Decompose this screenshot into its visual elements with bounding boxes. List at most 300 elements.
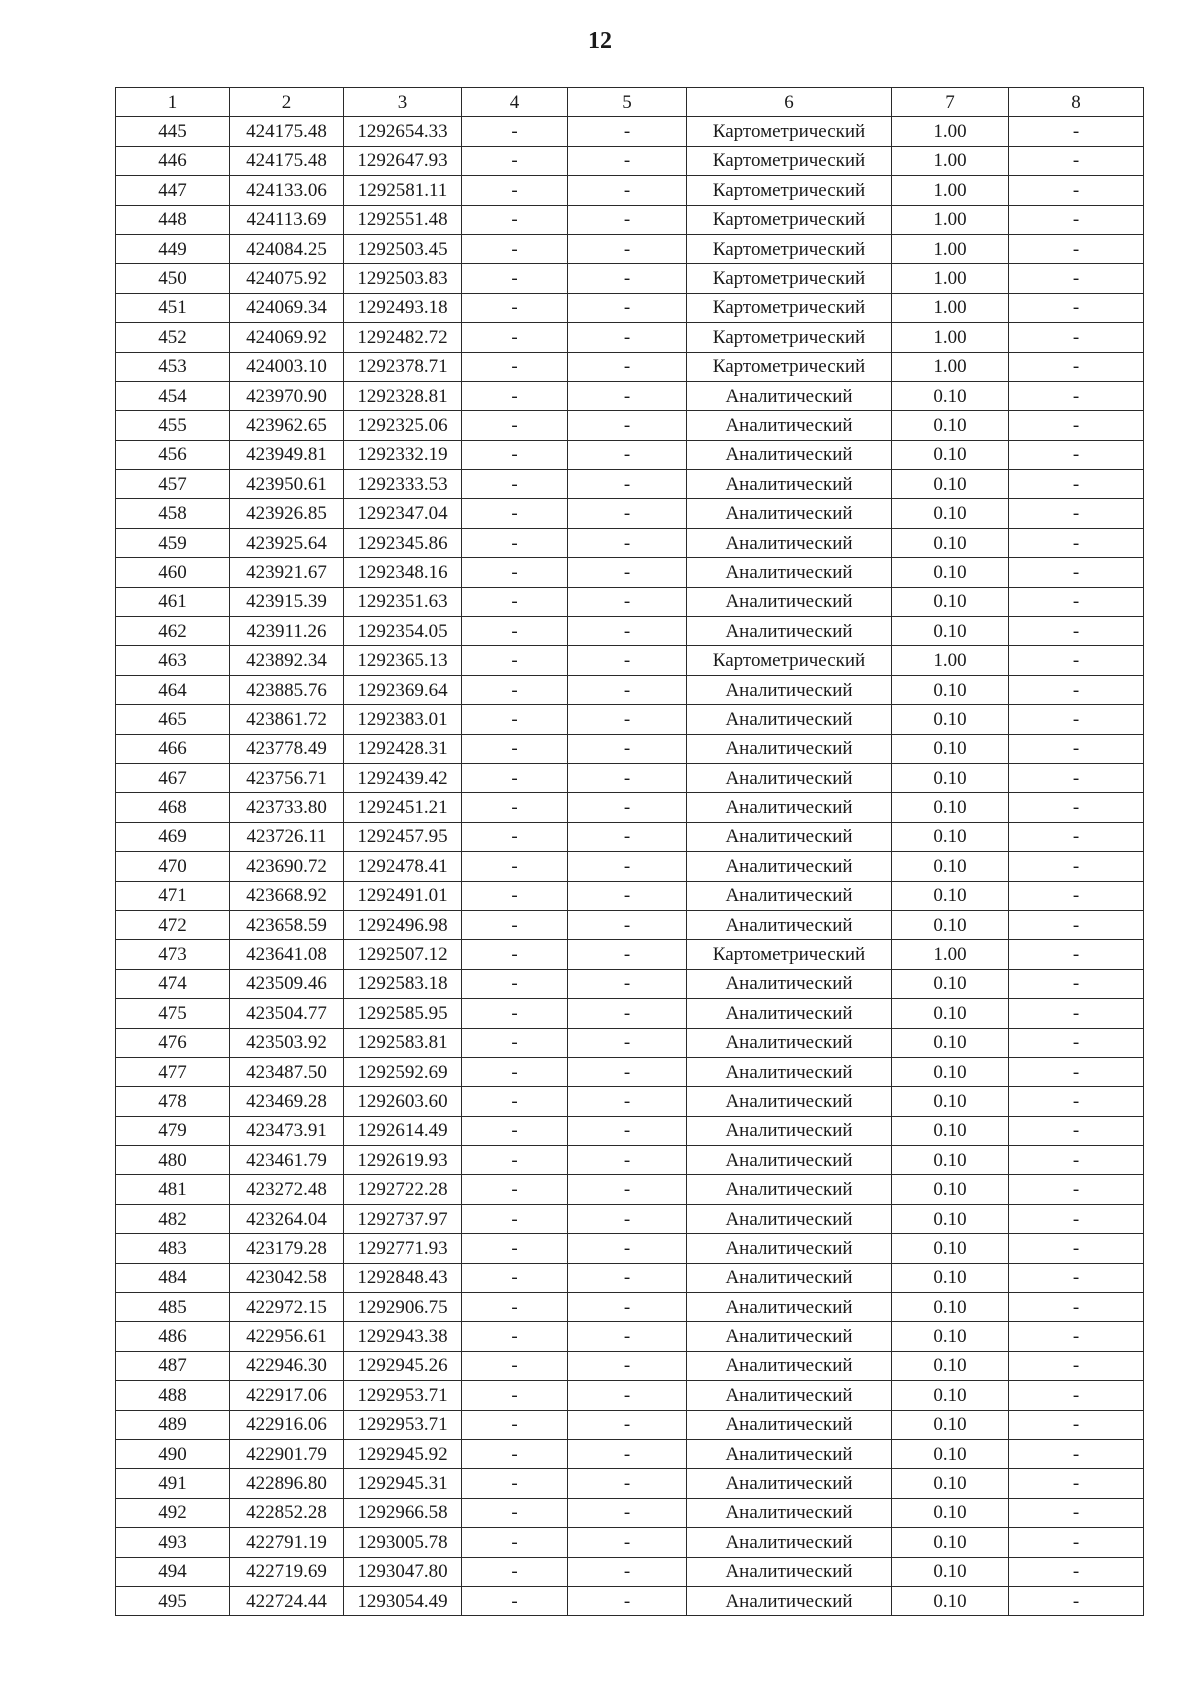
- cell-column-4: -: [462, 587, 568, 616]
- cell-accuracy: 0.10: [892, 1557, 1009, 1586]
- cell-accuracy: 1.00: [892, 205, 1009, 234]
- cell-point-number: 451: [116, 293, 230, 322]
- cell-method: Аналитический: [687, 1322, 892, 1351]
- cell-y-coordinate: 1292583.18: [344, 969, 462, 998]
- cell-column-5: -: [568, 1057, 687, 1086]
- table-row: [116, 293, 1144, 322]
- cell-accuracy: 0.10: [892, 969, 1009, 998]
- cell-y-coordinate: 1292348.16: [344, 558, 462, 587]
- cell-point-number: 457: [116, 470, 230, 499]
- cell-x-coordinate: 423861.72: [230, 705, 344, 734]
- cell-point-number: 475: [116, 999, 230, 1028]
- cell-x-coordinate: 423949.81: [230, 440, 344, 469]
- cell-column-8: -: [1009, 587, 1144, 616]
- cell-column-5: -: [568, 1234, 687, 1263]
- cell-column-8: -: [1009, 440, 1144, 469]
- cell-accuracy: 1.00: [892, 234, 1009, 263]
- cell-column-8: -: [1009, 470, 1144, 499]
- cell-point-number: 458: [116, 499, 230, 528]
- cell-column-8: -: [1009, 675, 1144, 704]
- cell-accuracy: 0.10: [892, 881, 1009, 910]
- cell-accuracy: 0.10: [892, 734, 1009, 763]
- cell-column-5: -: [568, 234, 687, 263]
- cell-accuracy: 0.10: [892, 1322, 1009, 1351]
- cell-point-number: 447: [116, 176, 230, 205]
- table-row: [116, 1234, 1144, 1263]
- cell-column-4: -: [462, 117, 568, 146]
- cell-column-4: -: [462, 999, 568, 1028]
- column-header: 3: [344, 88, 462, 117]
- cell-accuracy: 0.10: [892, 705, 1009, 734]
- cell-method: Аналитический: [687, 1469, 892, 1498]
- cell-method: Картометрический: [687, 234, 892, 263]
- cell-accuracy: 0.10: [892, 1204, 1009, 1233]
- cell-column-8: -: [1009, 1439, 1144, 1468]
- cell-point-number: 455: [116, 411, 230, 440]
- cell-accuracy: 0.10: [892, 1381, 1009, 1410]
- cell-column-8: -: [1009, 381, 1144, 410]
- cell-column-8: -: [1009, 1410, 1144, 1439]
- cell-column-5: -: [568, 940, 687, 969]
- cell-x-coordinate: 423911.26: [230, 617, 344, 646]
- cell-y-coordinate: 1292347.04: [344, 499, 462, 528]
- cell-point-number: 487: [116, 1351, 230, 1380]
- table-row: [116, 558, 1144, 587]
- cell-column-5: -: [568, 734, 687, 763]
- cell-y-coordinate: 1292583.81: [344, 1028, 462, 1057]
- cell-accuracy: 0.10: [892, 440, 1009, 469]
- cell-point-number: 483: [116, 1234, 230, 1263]
- cell-method: Картометрический: [687, 940, 892, 969]
- cell-method: Аналитический: [687, 1410, 892, 1439]
- cell-y-coordinate: 1292503.83: [344, 264, 462, 293]
- cell-x-coordinate: 424069.92: [230, 323, 344, 352]
- cell-method: Аналитический: [687, 1439, 892, 1468]
- table-row: [116, 1116, 1144, 1145]
- cell-column-5: -: [568, 705, 687, 734]
- cell-y-coordinate: 1292592.69: [344, 1057, 462, 1086]
- cell-y-coordinate: 1292848.43: [344, 1263, 462, 1292]
- cell-column-4: -: [462, 1204, 568, 1233]
- cell-x-coordinate: 423970.90: [230, 381, 344, 410]
- cell-point-number: 450: [116, 264, 230, 293]
- cell-accuracy: 0.10: [892, 1469, 1009, 1498]
- cell-y-coordinate: 1292493.18: [344, 293, 462, 322]
- cell-y-coordinate: 1292737.97: [344, 1204, 462, 1233]
- cell-column-8: -: [1009, 1057, 1144, 1086]
- cell-column-5: -: [568, 411, 687, 440]
- cell-y-coordinate: 1292369.64: [344, 675, 462, 704]
- cell-x-coordinate: 422946.30: [230, 1351, 344, 1380]
- table-row: [116, 264, 1144, 293]
- cell-column-5: -: [568, 1204, 687, 1233]
- table-row: [116, 146, 1144, 175]
- cell-column-4: -: [462, 411, 568, 440]
- cell-column-8: -: [1009, 558, 1144, 587]
- table-row: [116, 1469, 1144, 1498]
- cell-y-coordinate: 1292953.71: [344, 1381, 462, 1410]
- cell-method: Аналитический: [687, 793, 892, 822]
- cell-column-4: -: [462, 822, 568, 851]
- table-header-row: [116, 88, 1144, 117]
- cell-method: Аналитический: [687, 1116, 892, 1145]
- cell-column-8: -: [1009, 1116, 1144, 1145]
- cell-y-coordinate: 1292482.72: [344, 323, 462, 352]
- table-row: [116, 117, 1144, 146]
- cell-method: Аналитический: [687, 1263, 892, 1292]
- cell-point-number: 490: [116, 1439, 230, 1468]
- cell-column-5: -: [568, 852, 687, 881]
- cell-column-5: -: [568, 1381, 687, 1410]
- cell-column-4: -: [462, 323, 568, 352]
- cell-y-coordinate: 1292654.33: [344, 117, 462, 146]
- cell-y-coordinate: 1292943.38: [344, 1322, 462, 1351]
- cell-accuracy: 0.10: [892, 910, 1009, 939]
- cell-point-number: 460: [116, 558, 230, 587]
- cell-y-coordinate: 1292333.53: [344, 470, 462, 499]
- cell-x-coordinate: 424003.10: [230, 352, 344, 381]
- cell-x-coordinate: 423469.28: [230, 1087, 344, 1116]
- cell-x-coordinate: 423892.34: [230, 646, 344, 675]
- cell-accuracy: 0.10: [892, 763, 1009, 792]
- cell-column-5: -: [568, 1469, 687, 1498]
- cell-point-number: 446: [116, 146, 230, 175]
- cell-method: Картометрический: [687, 176, 892, 205]
- table-row: [116, 940, 1144, 969]
- coordinates-table-container: [115, 87, 1144, 1616]
- cell-column-4: -: [462, 1410, 568, 1439]
- cell-column-4: -: [462, 763, 568, 792]
- cell-y-coordinate: 1292945.31: [344, 1469, 462, 1498]
- cell-column-5: -: [568, 1146, 687, 1175]
- cell-method: Аналитический: [687, 587, 892, 616]
- cell-column-4: -: [462, 470, 568, 499]
- cell-method: Аналитический: [687, 763, 892, 792]
- table-row: [116, 411, 1144, 440]
- cell-column-5: -: [568, 381, 687, 410]
- table-row: [116, 1410, 1144, 1439]
- page-number: 12: [588, 28, 612, 54]
- table-row: [116, 1322, 1144, 1351]
- cell-column-8: -: [1009, 1146, 1144, 1175]
- cell-y-coordinate: 1292496.98: [344, 910, 462, 939]
- cell-point-number: 474: [116, 969, 230, 998]
- table-row: [116, 1351, 1144, 1380]
- cell-accuracy: 0.10: [892, 1175, 1009, 1204]
- table-row: [116, 646, 1144, 675]
- cell-column-4: -: [462, 264, 568, 293]
- cell-y-coordinate: 1292345.86: [344, 528, 462, 557]
- cell-x-coordinate: 424113.69: [230, 205, 344, 234]
- cell-x-coordinate: 422917.06: [230, 1381, 344, 1410]
- cell-column-8: -: [1009, 1351, 1144, 1380]
- cell-column-5: -: [568, 763, 687, 792]
- cell-x-coordinate: 424084.25: [230, 234, 344, 263]
- cell-accuracy: 0.10: [892, 793, 1009, 822]
- cell-method: Аналитический: [687, 499, 892, 528]
- cell-method: Аналитический: [687, 1087, 892, 1116]
- cell-accuracy: 0.10: [892, 1498, 1009, 1527]
- cell-column-5: -: [568, 1351, 687, 1380]
- cell-column-8: -: [1009, 1263, 1144, 1292]
- cell-accuracy: 0.10: [892, 617, 1009, 646]
- cell-method: Аналитический: [687, 705, 892, 734]
- cell-point-number: 449: [116, 234, 230, 263]
- cell-column-4: -: [462, 940, 568, 969]
- cell-column-5: -: [568, 822, 687, 851]
- cell-column-8: -: [1009, 1557, 1144, 1586]
- cell-method: Аналитический: [687, 1293, 892, 1322]
- cell-method: Аналитический: [687, 852, 892, 881]
- cell-y-coordinate: 1292614.49: [344, 1116, 462, 1145]
- table-row: [116, 1204, 1144, 1233]
- cell-y-coordinate: 1293005.78: [344, 1528, 462, 1557]
- cell-point-number: 468: [116, 793, 230, 822]
- cell-column-4: -: [462, 705, 568, 734]
- cell-y-coordinate: 1292503.45: [344, 234, 462, 263]
- cell-column-5: -: [568, 881, 687, 910]
- table-row: [116, 1028, 1144, 1057]
- cell-point-number: 486: [116, 1322, 230, 1351]
- cell-point-number: 464: [116, 675, 230, 704]
- cell-accuracy: 1.00: [892, 293, 1009, 322]
- cell-column-5: -: [568, 176, 687, 205]
- cell-column-8: -: [1009, 734, 1144, 763]
- cell-y-coordinate: 1292966.58: [344, 1498, 462, 1527]
- cell-column-5: -: [568, 558, 687, 587]
- table-row: [116, 1586, 1144, 1615]
- cell-column-5: -: [568, 146, 687, 175]
- cell-column-4: -: [462, 1557, 568, 1586]
- cell-y-coordinate: 1292451.21: [344, 793, 462, 822]
- cell-accuracy: 0.10: [892, 499, 1009, 528]
- cell-method: Аналитический: [687, 822, 892, 851]
- cell-y-coordinate: 1292953.71: [344, 1410, 462, 1439]
- cell-column-8: -: [1009, 1175, 1144, 1204]
- cell-column-5: -: [568, 528, 687, 557]
- cell-column-5: -: [568, 999, 687, 1028]
- cell-column-8: -: [1009, 1381, 1144, 1410]
- cell-point-number: 448: [116, 205, 230, 234]
- cell-x-coordinate: 423272.48: [230, 1175, 344, 1204]
- table-row: [116, 705, 1144, 734]
- cell-accuracy: 0.10: [892, 1116, 1009, 1145]
- cell-column-4: -: [462, 1528, 568, 1557]
- cell-point-number: 445: [116, 117, 230, 146]
- column-header: 6: [687, 88, 892, 117]
- cell-column-5: -: [568, 352, 687, 381]
- table-row: [116, 234, 1144, 263]
- cell-x-coordinate: 422916.06: [230, 1410, 344, 1439]
- cell-x-coordinate: 422896.80: [230, 1469, 344, 1498]
- table-row: [116, 323, 1144, 352]
- column-header: 8: [1009, 88, 1144, 117]
- cell-column-5: -: [568, 617, 687, 646]
- cell-column-4: -: [462, 646, 568, 675]
- cell-x-coordinate: 423733.80: [230, 793, 344, 822]
- cell-method: Аналитический: [687, 617, 892, 646]
- cell-column-4: -: [462, 205, 568, 234]
- cell-column-4: -: [462, 1498, 568, 1527]
- cell-y-coordinate: 1292551.48: [344, 205, 462, 234]
- cell-method: Картометрический: [687, 293, 892, 322]
- cell-x-coordinate: 423504.77: [230, 999, 344, 1028]
- cell-method: Аналитический: [687, 1234, 892, 1263]
- table-row: [116, 1146, 1144, 1175]
- cell-y-coordinate: 1292945.92: [344, 1439, 462, 1468]
- cell-y-coordinate: 1292581.11: [344, 176, 462, 205]
- column-header: 1: [116, 88, 230, 117]
- cell-y-coordinate: 1292428.31: [344, 734, 462, 763]
- cell-x-coordinate: 423756.71: [230, 763, 344, 792]
- cell-y-coordinate: 1293054.49: [344, 1586, 462, 1615]
- cell-column-5: -: [568, 1410, 687, 1439]
- cell-method: Картометрический: [687, 117, 892, 146]
- cell-column-5: -: [568, 264, 687, 293]
- cell-accuracy: 0.10: [892, 1439, 1009, 1468]
- cell-column-8: -: [1009, 528, 1144, 557]
- cell-accuracy: 0.10: [892, 1234, 1009, 1263]
- cell-column-8: -: [1009, 117, 1144, 146]
- cell-y-coordinate: 1292619.93: [344, 1146, 462, 1175]
- cell-x-coordinate: 422791.19: [230, 1528, 344, 1557]
- cell-point-number: 493: [116, 1528, 230, 1557]
- cell-point-number: 476: [116, 1028, 230, 1057]
- cell-method: Картометрический: [687, 646, 892, 675]
- cell-column-4: -: [462, 1116, 568, 1145]
- cell-y-coordinate: 1292325.06: [344, 411, 462, 440]
- cell-point-number: 479: [116, 1116, 230, 1145]
- cell-column-5: -: [568, 910, 687, 939]
- cell-column-4: -: [462, 1263, 568, 1292]
- cell-point-number: 452: [116, 323, 230, 352]
- cell-point-number: 472: [116, 910, 230, 939]
- cell-x-coordinate: 423042.58: [230, 1263, 344, 1292]
- cell-accuracy: 0.10: [892, 381, 1009, 410]
- cell-y-coordinate: 1292354.05: [344, 617, 462, 646]
- cell-column-8: -: [1009, 1204, 1144, 1233]
- cell-method: Аналитический: [687, 470, 892, 499]
- cell-column-5: -: [568, 1557, 687, 1586]
- cell-column-4: -: [462, 1087, 568, 1116]
- cell-x-coordinate: 423473.91: [230, 1116, 344, 1145]
- column-header: 4: [462, 88, 568, 117]
- cell-accuracy: 0.10: [892, 1351, 1009, 1380]
- table-row: [116, 1439, 1144, 1468]
- cell-accuracy: 0.10: [892, 411, 1009, 440]
- cell-column-8: -: [1009, 1498, 1144, 1527]
- cell-point-number: 481: [116, 1175, 230, 1204]
- table-row: [116, 910, 1144, 939]
- cell-y-coordinate: 1292378.71: [344, 352, 462, 381]
- cell-x-coordinate: 423179.28: [230, 1234, 344, 1263]
- cell-column-8: -: [1009, 617, 1144, 646]
- cell-column-5: -: [568, 587, 687, 616]
- cell-column-5: -: [568, 1293, 687, 1322]
- cell-x-coordinate: 423509.46: [230, 969, 344, 998]
- cell-x-coordinate: 424075.92: [230, 264, 344, 293]
- cell-point-number: 454: [116, 381, 230, 410]
- cell-x-coordinate: 423658.59: [230, 910, 344, 939]
- cell-x-coordinate: 423690.72: [230, 852, 344, 881]
- cell-point-number: 492: [116, 1498, 230, 1527]
- table-row: [116, 381, 1144, 410]
- cell-column-4: -: [462, 881, 568, 910]
- cell-column-4: -: [462, 793, 568, 822]
- cell-x-coordinate: 424069.34: [230, 293, 344, 322]
- cell-column-8: -: [1009, 352, 1144, 381]
- cell-accuracy: 1.00: [892, 146, 1009, 175]
- column-header: 7: [892, 88, 1009, 117]
- cell-column-8: -: [1009, 793, 1144, 822]
- table-row: [116, 881, 1144, 910]
- cell-method: Аналитический: [687, 1057, 892, 1086]
- cell-accuracy: 0.10: [892, 822, 1009, 851]
- cell-column-5: -: [568, 1439, 687, 1468]
- cell-point-number: 489: [116, 1410, 230, 1439]
- cell-point-number: 469: [116, 822, 230, 851]
- cell-x-coordinate: 424175.48: [230, 117, 344, 146]
- cell-y-coordinate: 1293047.80: [344, 1557, 462, 1586]
- table-row: [116, 852, 1144, 881]
- cell-point-number: 462: [116, 617, 230, 646]
- cell-point-number: 461: [116, 587, 230, 616]
- cell-y-coordinate: 1292332.19: [344, 440, 462, 469]
- cell-x-coordinate: 423925.64: [230, 528, 344, 557]
- table-row: [116, 176, 1144, 205]
- cell-y-coordinate: 1292945.26: [344, 1351, 462, 1380]
- cell-x-coordinate: 423487.50: [230, 1057, 344, 1086]
- cell-column-5: -: [568, 793, 687, 822]
- cell-column-8: -: [1009, 1322, 1144, 1351]
- cell-x-coordinate: 423885.76: [230, 675, 344, 704]
- cell-column-5: -: [568, 1175, 687, 1204]
- cell-column-5: -: [568, 969, 687, 998]
- cell-column-5: -: [568, 1322, 687, 1351]
- cell-column-8: -: [1009, 822, 1144, 851]
- cell-accuracy: 1.00: [892, 352, 1009, 381]
- cell-column-8: -: [1009, 705, 1144, 734]
- cell-column-8: -: [1009, 1586, 1144, 1615]
- cell-point-number: 466: [116, 734, 230, 763]
- cell-method: Аналитический: [687, 381, 892, 410]
- cell-point-number: 482: [116, 1204, 230, 1233]
- cell-point-number: 453: [116, 352, 230, 381]
- cell-y-coordinate: 1292328.81: [344, 381, 462, 410]
- cell-y-coordinate: 1292906.75: [344, 1293, 462, 1322]
- cell-column-8: -: [1009, 264, 1144, 293]
- table-row: [116, 352, 1144, 381]
- cell-point-number: 478: [116, 1087, 230, 1116]
- cell-column-5: -: [568, 1528, 687, 1557]
- cell-y-coordinate: 1292351.63: [344, 587, 462, 616]
- cell-column-4: -: [462, 352, 568, 381]
- cell-accuracy: 0.10: [892, 1087, 1009, 1116]
- cell-accuracy: 0.10: [892, 558, 1009, 587]
- cell-column-4: -: [462, 558, 568, 587]
- cell-method: Картометрический: [687, 264, 892, 293]
- cell-y-coordinate: 1292365.13: [344, 646, 462, 675]
- cell-column-5: -: [568, 1263, 687, 1292]
- cell-column-4: -: [462, 381, 568, 410]
- cell-x-coordinate: 422724.44: [230, 1586, 344, 1615]
- cell-accuracy: 0.10: [892, 1057, 1009, 1086]
- cell-point-number: 477: [116, 1057, 230, 1086]
- table-row: [116, 587, 1144, 616]
- cell-method: Аналитический: [687, 1557, 892, 1586]
- cell-accuracy: 0.10: [892, 1528, 1009, 1557]
- cell-accuracy: 0.10: [892, 1293, 1009, 1322]
